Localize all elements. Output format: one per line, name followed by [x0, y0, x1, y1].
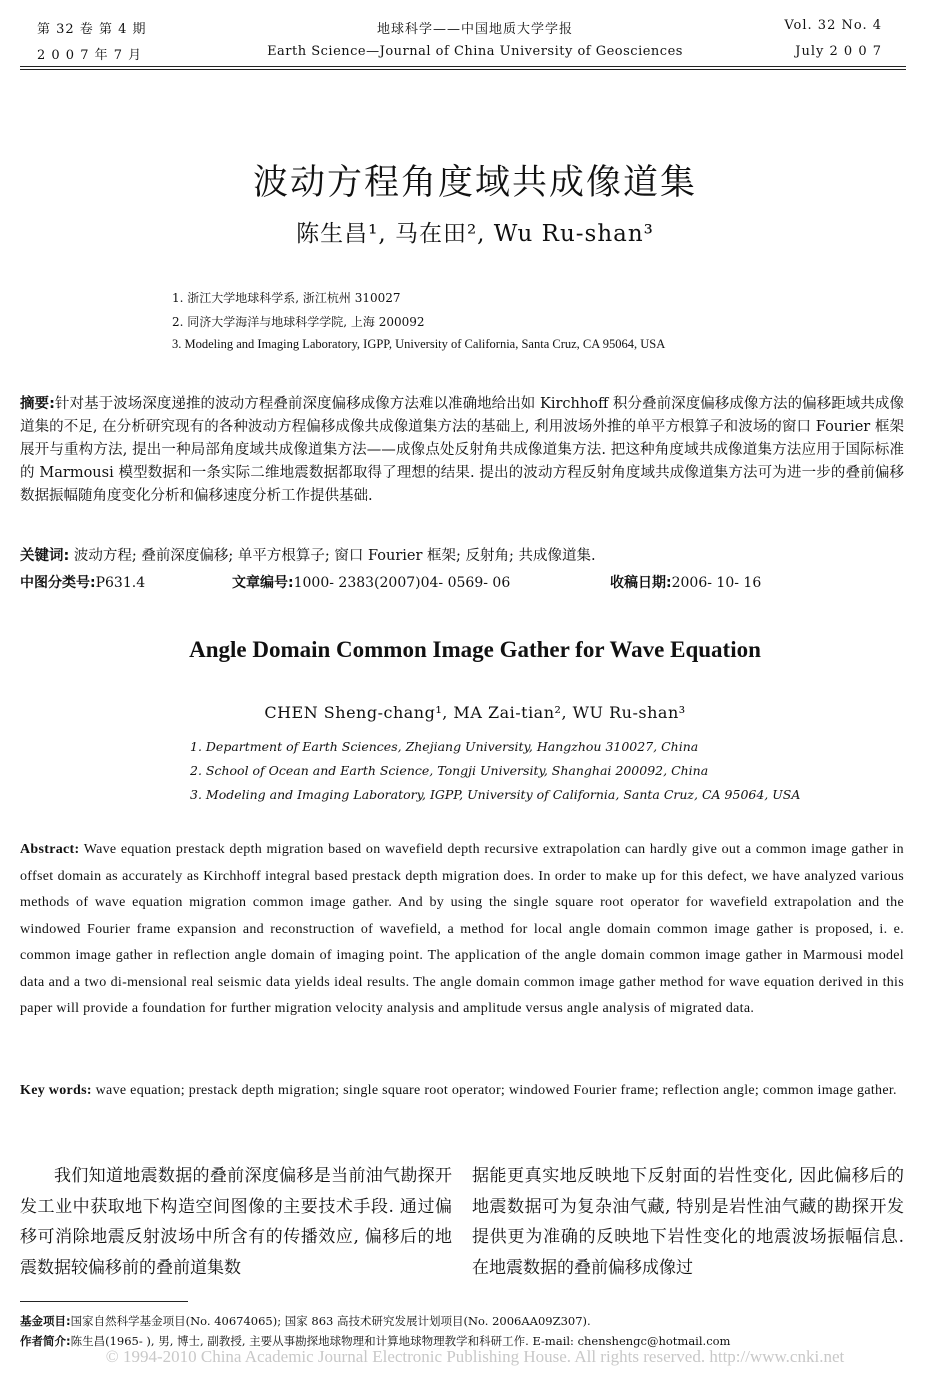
header-date-en: July 2 0 0 7 — [795, 44, 882, 59]
header-rule-bottom — [20, 69, 906, 70]
cn-title: 波动方程角度域共成像道集 — [252, 163, 697, 203]
cn-affiliation-3: 3. Modeling and Imaging Laboratory, IGPP, University of California, Santa Cruz, CA 95064, USA — [172, 337, 666, 351]
fund-label: 基金项目: — [20, 1314, 71, 1328]
article-number-value: 1000- 2383(2007)04- 0569- 06 — [293, 575, 511, 591]
en-affiliation-1: 1. Department of Earth Sciences, Zhejiang University, Hangzhou 310027, China — [190, 739, 699, 754]
en-affiliation-3: 3. Modeling and Imaging Laboratory, IGPP, University of California, Santa Cruz, CA 95064, USA — [190, 787, 801, 802]
copyright-watermark: © 1994-2010 China Academic Journal Electronic Publishing House. All rights reserved. http://www.cnki.net — [105, 1347, 845, 1366]
article-number — [232, 572, 510, 592]
cn-keywords-label: 关键词: — [20, 548, 70, 564]
article-number-label: 文章编号: — [232, 575, 294, 591]
en-abstract-label: Abstract: — [20, 842, 80, 857]
cn-authors: 陈生昌¹, 马在田², Wu Ru-shan³ — [296, 221, 654, 247]
author-bio-label: 作者简介: — [20, 1334, 71, 1348]
cn-keywords-text: 波动方程; 叠前深度偏移; 单平方根算子; 窗口 Fourier 框架; 反射角; 共成像道集. — [73, 548, 596, 564]
cn-affiliation-2: 2. 同济大学海洋与地球科学学院, 上海 200092 — [172, 315, 425, 329]
en-affiliation-2: 2. School of Ocean and Earth Science, Tongji University, Shanghai 200092, China — [190, 763, 709, 778]
body-column-left: 我们知道地震数据的叠前深度偏移是当前油气勘探开发工业中获取地下构造空间图像的主要技术手段. 通过偏移可消除地震反射波场中所含有的传播效应, 偏移后的地震数据较偏移前的叠前道集数 — [20, 1166, 452, 1278]
author-bio-text: 陈生昌(1965- ), 男, 博士, 副教授, 主要从事勘探地球物理和计算地球物理教学和科研工作. E-mail: chenshengc@hotmail.com — [70, 1334, 731, 1348]
en-abstract — [20, 837, 904, 1023]
received-date — [610, 572, 761, 592]
cn-abstract-text: 针对基于波场深度递推的波动方程叠前深度偏移成像方法难以准确地给出如 Kirchhoff 积分叠前深度偏移成像方法的偏移距域共成像道集的不足, 在分析研究现有的各种波动方程偏移成像共成像道集方法的基础上, 利用波场外推的单平方根算子和波场的窗口 Fourier 框架展开与重构方法, 提出一种局部角度域共成像道集方法——成像点处反射角共成像道集方法. 把这种角度域共成像道集方法应用于国际标准的 Marmousi 模型数据和一条实际二维地震数据都取得了理想的结果. 提出的波动方程反射角度域共成像道集方法可为进一步的叠前偏移数据振幅随角度变化分析和偏移速度分析工作提供基础. — [20, 396, 904, 504]
received-label: 收稿日期: — [610, 575, 672, 591]
header-date-cn: 2 0 0 7 年 7 月 — [37, 48, 143, 63]
cn-abstract — [20, 393, 904, 508]
footnote-rule — [20, 1301, 188, 1302]
en-keywords-text: wave equation; prestack depth migration; single square root operator; windowed Fourier frame; reflection angle; common image gather. — [95, 1083, 897, 1098]
fund-text: 国家自然科学基金项目(No. 40674065); 国家 863 高技术研究发展计划项目(No. 2006AA09Z307). — [70, 1314, 591, 1328]
en-authors: CHEN Sheng-chang¹, MA Zai-tian², WU Ru-shan³ — [264, 703, 686, 722]
header-journal-cn: 地球科学——中国地质大学学报 — [376, 22, 573, 37]
en-title: Angle Domain Common Image Gather for Wave Equation — [189, 637, 761, 662]
en-keywords-label: Key words: — [20, 1083, 92, 1098]
header-journal-en: Earth Science—Journal of China University of Geosciences — [267, 44, 683, 59]
received-value: 2006- 10- 16 — [671, 575, 762, 591]
header-volume-en: Vol. 32 No. 4 — [784, 18, 882, 33]
header-rule-top — [20, 66, 906, 67]
header-volume: 第 32 卷 第 4 期 — [37, 22, 147, 37]
clc-label: 中图分类号: — [20, 575, 96, 591]
cn-affiliation-1: 1. 浙江大学地球科学系, 浙江杭州 310027 — [172, 291, 401, 305]
cn-abstract-label: 摘要: — [20, 396, 55, 412]
footnote-fund — [20, 1313, 910, 1329]
clc-number — [20, 572, 145, 592]
cn-keywords — [20, 545, 904, 568]
clc-value: P631.4 — [95, 575, 146, 591]
en-abstract-text: Wave equation prestack depth migration based on wavefield depth recursive extrapolation can hardly give out a common image gather in offset domain as accurately as Kirchhoff integral based prestack depth migration does. In order to make up for this defect, we have analyzed various methods of wave equation migration common image gather. And by using the single square root operator for wavefield extrapolation and the windowed Fourier frame expansion and reconstruction of wavefield, a method for local angle domain common image gather is proposed, i. e. common image gather in reflection angle domain of imaging point. The application of the angle domain common image gather in Marmousi model data and a two di-mensional real seismic data yields ideal results. The angle domain common image gather method for wave equation derived in this paper will provide a foundation for further migration velocity analysis and amplitude versus angle analysis of migrated data. — [20, 842, 904, 1016]
en-keywords — [20, 1078, 904, 1105]
body-column-right: 据能更真实地反映地下反射面的岩性变化, 因此偏移后的地震数据可为复杂油气藏, 特别是岩性油气藏的勘探开发提供更为准确的反映地下岩性变化的地震波场振幅信息. 在地震数据的叠前偏移成像过 — [472, 1166, 904, 1278]
